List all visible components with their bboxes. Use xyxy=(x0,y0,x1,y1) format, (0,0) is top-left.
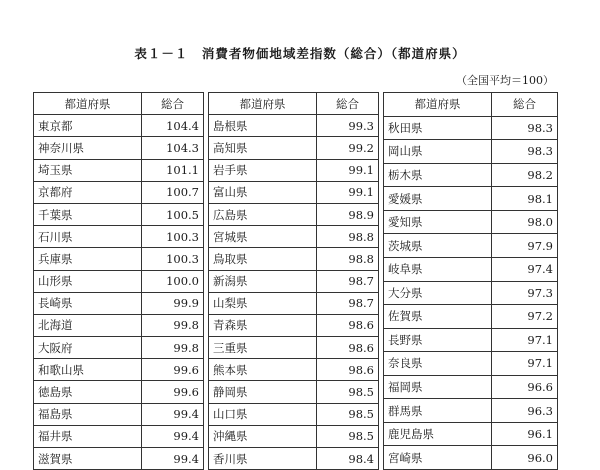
table-row xyxy=(34,181,204,203)
index-value-cell: 96.3 xyxy=(492,399,558,423)
prefecture-cell: 兵庫県 xyxy=(34,248,142,270)
table-row xyxy=(34,425,204,447)
prefecture-cell: 山口県 xyxy=(209,403,317,425)
index-value-cell: 98.7 xyxy=(317,292,379,314)
table-row xyxy=(34,337,204,359)
table-row xyxy=(384,352,558,376)
tables-wrapper xyxy=(33,92,558,470)
index-value-cell: 97.3 xyxy=(492,281,558,305)
prefecture-cell: 秋田県 xyxy=(384,116,492,140)
table-row xyxy=(34,359,204,381)
prefecture-cell: 福島県 xyxy=(34,403,142,425)
header-row xyxy=(34,93,204,115)
index-value-cell: 99.4 xyxy=(142,448,204,470)
table-row xyxy=(34,137,204,159)
prefecture-cell: 滋賀県 xyxy=(34,448,142,470)
header-total: 総合 xyxy=(142,93,204,115)
table-row xyxy=(209,381,379,403)
index-value-cell: 98.7 xyxy=(317,270,379,292)
index-value-cell: 98.1 xyxy=(492,187,558,211)
index-value-cell: 99.2 xyxy=(317,137,379,159)
table-row xyxy=(384,422,558,446)
header-prefecture: 都道府県 xyxy=(384,93,492,117)
prefecture-cell: 愛媛県 xyxy=(384,187,492,211)
index-value-cell: 100.5 xyxy=(142,203,204,225)
index-value-cell: 98.5 xyxy=(317,381,379,403)
prefecture-cell: 宮城県 xyxy=(209,226,317,248)
index-value-cell: 99.8 xyxy=(142,314,204,336)
table-row xyxy=(384,328,558,352)
index-value-cell: 99.8 xyxy=(142,337,204,359)
prefecture-cell: 大分県 xyxy=(384,281,492,305)
prefecture-cell: 愛知県 xyxy=(384,210,492,234)
table-row xyxy=(384,375,558,399)
index-value-cell: 97.1 xyxy=(492,328,558,352)
base-note: （全国平均＝100） xyxy=(456,74,554,87)
index-value-cell: 99.4 xyxy=(142,425,204,447)
index-value-cell: 98.6 xyxy=(317,314,379,336)
table-row xyxy=(34,115,204,137)
index-value-cell: 97.1 xyxy=(492,352,558,376)
prefecture-cell: 佐賀県 xyxy=(384,305,492,329)
prefecture-cell: 東京都 xyxy=(34,115,142,137)
table-row xyxy=(209,448,379,470)
table-row xyxy=(34,270,204,292)
table-row xyxy=(384,257,558,281)
prefecture-cell: 岐阜県 xyxy=(384,257,492,281)
table-row xyxy=(34,381,204,403)
prefecture-cell: 鹿児島県 xyxy=(384,422,492,446)
table-row xyxy=(384,234,558,258)
index-value-cell: 104.3 xyxy=(142,137,204,159)
prefecture-cell: 沖縄県 xyxy=(209,425,317,447)
prefecture-cell: 京都府 xyxy=(34,181,142,203)
index-value-cell: 99.9 xyxy=(142,292,204,314)
table-row xyxy=(384,163,558,187)
prefecture-cell: 岡山県 xyxy=(384,140,492,164)
prefecture-cell: 静岡県 xyxy=(209,381,317,403)
prefecture-cell: 富山県 xyxy=(209,181,317,203)
prefecture-cell: 山梨県 xyxy=(209,292,317,314)
index-value-cell: 104.4 xyxy=(142,115,204,137)
header-row xyxy=(384,93,558,117)
index-value-cell: 96.0 xyxy=(492,446,558,470)
table-row xyxy=(209,425,379,447)
table-row xyxy=(209,403,379,425)
prefecture-cell: 長崎県 xyxy=(34,292,142,314)
table-row xyxy=(384,116,558,140)
prefecture-cell: 茨城県 xyxy=(384,234,492,258)
index-value-cell: 98.0 xyxy=(492,210,558,234)
header-prefecture: 都道府県 xyxy=(209,93,317,115)
prefecture-cell: 山形県 xyxy=(34,270,142,292)
prefecture-cell: 神奈川県 xyxy=(34,137,142,159)
index-value-cell: 97.9 xyxy=(492,234,558,258)
prefecture-cell: 高知県 xyxy=(209,137,317,159)
prefecture-cell: 和歌山県 xyxy=(34,359,142,381)
index-value-cell: 100.3 xyxy=(142,248,204,270)
prefecture-cell: 熊本県 xyxy=(209,359,317,381)
table-row xyxy=(34,203,204,225)
table-column-2 xyxy=(208,92,379,470)
index-value-cell: 98.8 xyxy=(317,226,379,248)
prefecture-cell: 島根県 xyxy=(209,115,317,137)
prefecture-cell: 岩手県 xyxy=(209,159,317,181)
index-value-cell: 98.6 xyxy=(317,337,379,359)
prefecture-cell: 大阪府 xyxy=(34,337,142,359)
prefecture-cell: 石川県 xyxy=(34,226,142,248)
index-value-cell: 98.5 xyxy=(317,403,379,425)
prefecture-cell: 宮崎県 xyxy=(384,446,492,470)
index-value-cell: 99.6 xyxy=(142,359,204,381)
index-value-cell: 99.1 xyxy=(317,159,379,181)
index-value-cell: 98.5 xyxy=(317,425,379,447)
index-value-cell: 99.4 xyxy=(142,403,204,425)
prefecture-cell: 奈良県 xyxy=(384,352,492,376)
prefecture-cell: 千葉県 xyxy=(34,203,142,225)
prefecture-cell: 長野県 xyxy=(384,328,492,352)
index-value-cell: 98.2 xyxy=(492,163,558,187)
prefecture-cell: 徳島県 xyxy=(34,381,142,403)
index-value-cell: 99.6 xyxy=(142,381,204,403)
table-column-3 xyxy=(383,92,558,470)
index-value-cell: 99.1 xyxy=(317,181,379,203)
index-value-cell: 96.1 xyxy=(492,422,558,446)
index-value-cell: 98.3 xyxy=(492,116,558,140)
index-value-cell: 99.3 xyxy=(317,115,379,137)
table-row xyxy=(209,115,379,137)
prefecture-cell: 三重県 xyxy=(209,337,317,359)
table-row xyxy=(209,314,379,336)
prefecture-cell: 北海道 xyxy=(34,314,142,336)
table-row xyxy=(34,448,204,470)
prefecture-cell: 栃木県 xyxy=(384,163,492,187)
prefecture-cell: 香川県 xyxy=(209,448,317,470)
index-value-cell: 98.8 xyxy=(317,248,379,270)
table-row xyxy=(209,359,379,381)
table-row xyxy=(384,446,558,470)
header-prefecture: 都道府県 xyxy=(34,93,142,115)
table-row xyxy=(209,137,379,159)
table-row xyxy=(209,203,379,225)
header-total: 総合 xyxy=(317,93,379,115)
index-value-cell: 100.0 xyxy=(142,270,204,292)
table-row xyxy=(34,314,204,336)
table-column-1 xyxy=(33,92,204,470)
table-row xyxy=(34,159,204,181)
index-value-cell: 97.4 xyxy=(492,257,558,281)
header-row xyxy=(209,93,379,115)
index-value-cell: 100.3 xyxy=(142,226,204,248)
prefecture-cell: 群馬県 xyxy=(384,399,492,423)
index-value-cell: 98.9 xyxy=(317,203,379,225)
table-row xyxy=(209,270,379,292)
table-row xyxy=(34,248,204,270)
table-row xyxy=(34,226,204,248)
header-total: 総合 xyxy=(492,93,558,117)
table-row xyxy=(34,403,204,425)
prefecture-cell: 埼玉県 xyxy=(34,159,142,181)
table-row xyxy=(384,281,558,305)
index-value-cell: 98.6 xyxy=(317,359,379,381)
table-row xyxy=(384,187,558,211)
index-value-cell: 97.2 xyxy=(492,305,558,329)
prefecture-cell: 福岡県 xyxy=(384,375,492,399)
table-row xyxy=(209,248,379,270)
index-value-cell: 101.1 xyxy=(142,159,204,181)
table-row xyxy=(209,181,379,203)
table-row xyxy=(209,292,379,314)
index-value-cell: 98.3 xyxy=(492,140,558,164)
table-row xyxy=(384,399,558,423)
table-row xyxy=(384,305,558,329)
index-value-cell: 100.7 xyxy=(142,181,204,203)
table-row xyxy=(209,337,379,359)
prefecture-cell: 青森県 xyxy=(209,314,317,336)
table-row xyxy=(209,226,379,248)
prefecture-cell: 新潟県 xyxy=(209,270,317,292)
index-value-cell: 96.6 xyxy=(492,375,558,399)
table-title: 表１－１ 消費者物価地域差指数（総合）（都道府県） xyxy=(134,46,466,61)
table-row xyxy=(34,292,204,314)
table-row xyxy=(384,140,558,164)
table-row xyxy=(209,159,379,181)
table-row xyxy=(384,210,558,234)
prefecture-cell: 広島県 xyxy=(209,203,317,225)
prefecture-cell: 鳥取県 xyxy=(209,248,317,270)
prefecture-cell: 福井県 xyxy=(34,425,142,447)
index-value-cell: 98.4 xyxy=(317,448,379,470)
